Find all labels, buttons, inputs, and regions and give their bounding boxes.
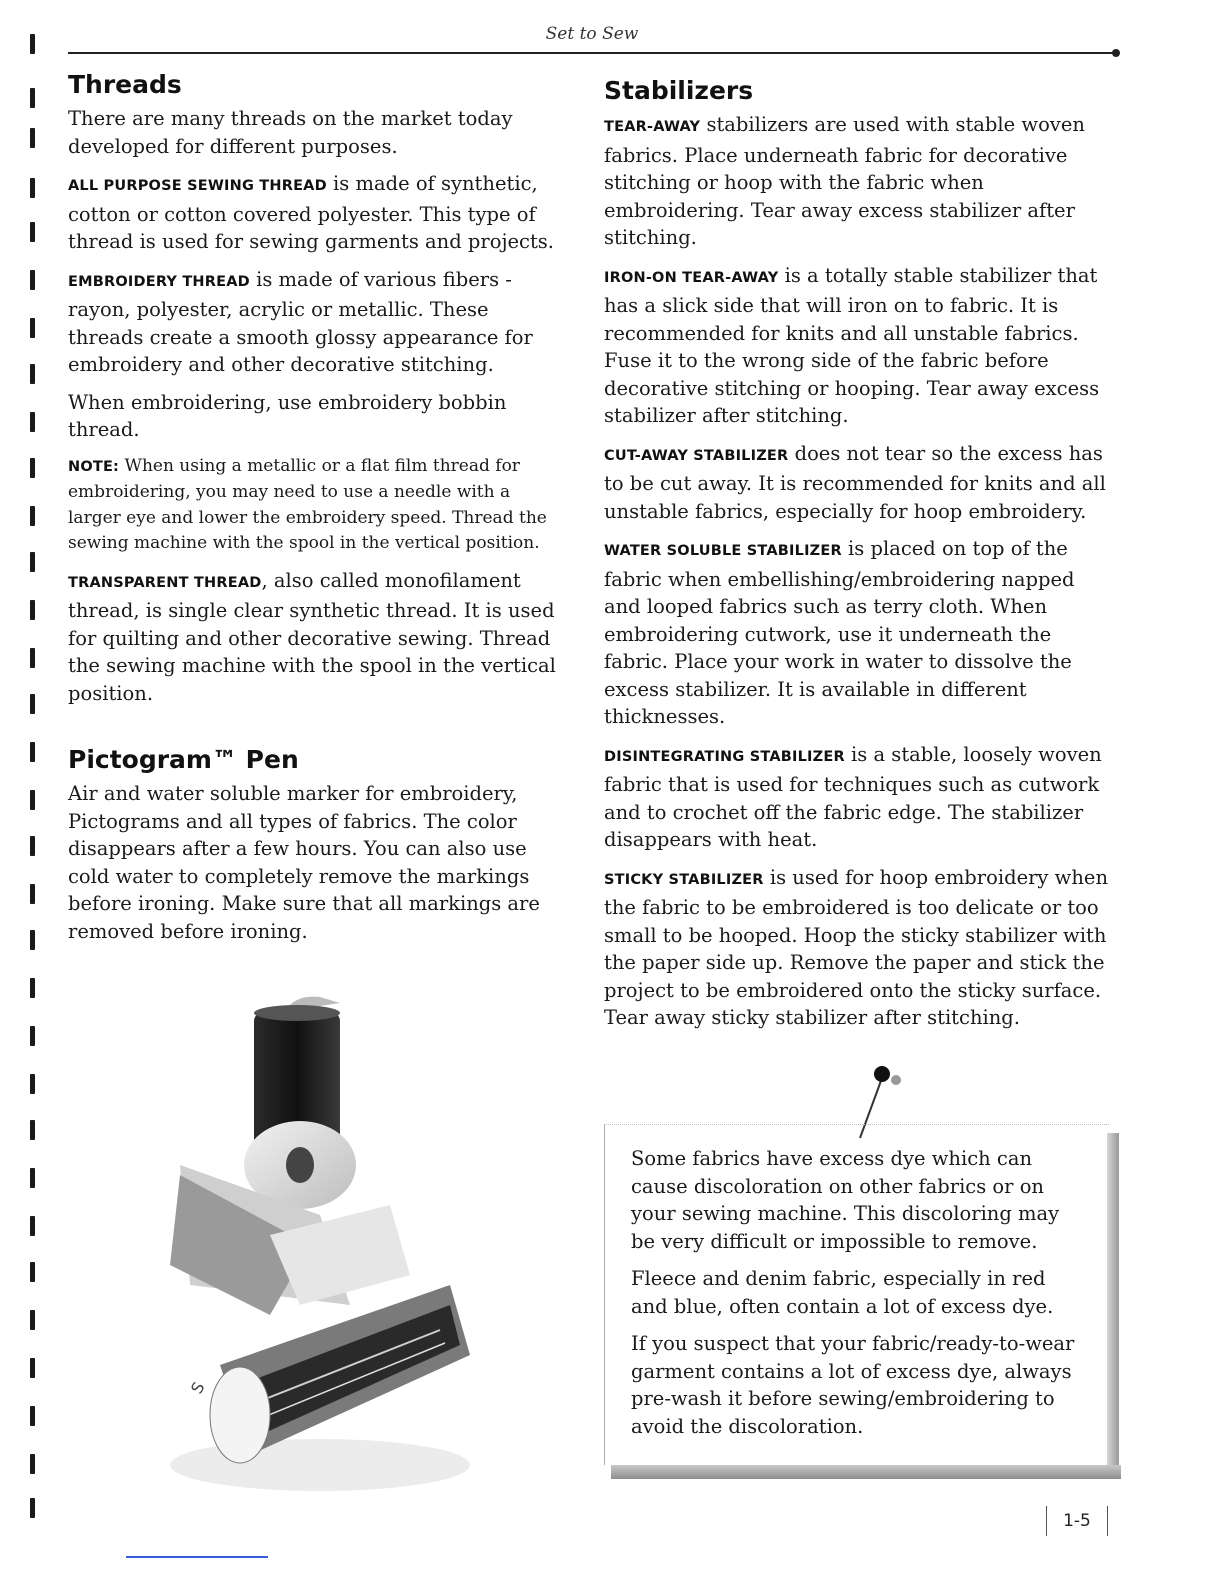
tear-away-paragraph — [604, 111, 1114, 252]
header-title: Set to Sew — [545, 24, 639, 44]
note-label: NOTE: — [68, 458, 120, 475]
threads-heading: Threads — [68, 70, 182, 99]
iron-on-tear-away-text: is a totally stable stabilizer that has a slick side that will iron on to fabric. It is recommended for knits and all unstable fabrics. Fuse it to the wrong side of the fabric before decorative stitching or hooping. Tear away excess stabilizer after stitching. — [604, 263, 1100, 427]
all-purpose-thread-text: is made of synthetic, cotton or cotton covered polyester. This type of thread is used for sewing garments and projects. — [68, 172, 555, 253]
svg-text:S: S — [187, 1378, 209, 1397]
pictogram-pen-heading: Pictogram™ Pen — [68, 745, 299, 774]
all-purpose-thread-paragraph — [68, 170, 568, 256]
sticky-text: is used for hoop embroidery when the fabric to be embroidered is too delicate or too small to be hooped. Hoop the sticky stabilizer with the paper side up. Remove the paper and stick the project to be embroidered onto the sticky surface. Tear away sticky stabilizer after stitching. — [604, 865, 1109, 1029]
disintegrating-text: is a stable, loosely woven fabric that is used for techniques such as cutwork and to crochet off the fabric edge. The stabilizer disappears with heat. — [604, 742, 1102, 851]
threads-intro: There are many threads on the market today developed for different purposes. — [68, 107, 513, 158]
water-soluble-term: WATER SOLUBLE STABILIZER — [604, 543, 842, 559]
cut-away-paragraph — [604, 440, 1114, 526]
binding-holes — [26, 30, 42, 1520]
embroidery-thread-term: EMBROIDERY THREAD — [68, 273, 250, 290]
page-header — [68, 22, 1116, 54]
transparent-thread-text: , also called monofilament thread, is single clear synthetic thread. It is used for quilting and other decorative sewing. Thread the sewing machine with the spool in the vertical position. — [68, 568, 556, 705]
transparent-thread-paragraph — [68, 567, 568, 708]
transparent-thread-term: TRANSPARENT THREAD — [68, 574, 262, 591]
iron-on-tear-away-term: IRON-ON TEAR-AWAY — [604, 269, 779, 286]
tip-paragraph: Fleece and denim fabric, especially in red and blue, often contain a lot of excess dye. — [631, 1267, 1054, 1318]
water-soluble-paragraph — [604, 535, 1114, 731]
header-rule-dot — [1112, 49, 1120, 57]
all-purpose-thread-term: ALL PURPOSE SEWING THREAD — [68, 178, 327, 194]
disintegrating-paragraph — [604, 741, 1114, 854]
metallic-note-paragraph — [68, 454, 568, 557]
tip-paragraph: If you suspect that your fabric/ready-to-wear garment contains a lot of excess dye, always pre-wash it before sewing/embroidering to avoid the discoloration. — [631, 1332, 1075, 1438]
embroidery-thread-text: is made of various fibers - rayon, polyester, acrylic or metallic. These threads create a smooth glossy appearance for embroidery and other decorative stitching. — [68, 267, 533, 376]
left-column — [68, 70, 568, 955]
metallic-note-text: When using a metallic or a flat film thread for embroidering, you may need to use a needle with a larger eye and lower the embroidery speed. Thread the sewing machine with the spool in the vertical position. — [68, 455, 547, 553]
tear-away-text: stabilizers are used with stable woven fabrics. Place underneath fabric for decorative stitching or hoop with the fabric when embroidering. Tear away excess stabilizer after stitching. — [604, 113, 1085, 249]
tip-paragraph: Some fabrics have excess dye which can cause discoloration on other fabrics or on your sewing machine. This discoloring may be very difficult or impossible to remove. — [631, 1147, 1060, 1253]
cut-away-term: CUT-AWAY STABILIZER — [604, 447, 789, 464]
page-number: 1-5 — [1046, 1506, 1108, 1536]
iron-on-tear-away-paragraph — [604, 262, 1114, 430]
disintegrating-term: DISINTEGRATING STABILIZER — [604, 748, 845, 765]
sticky-term: STICKY STABILIZER — [604, 871, 764, 888]
thread-spools-illustration — [150, 985, 480, 1505]
sticky-paragraph — [604, 864, 1114, 1032]
tip-text — [631, 1145, 1081, 1450]
bobbin-thread-note: When embroidering, use embroidery bobbin thread. — [68, 390, 507, 441]
cut-away-text: does not tear so the excess has to be cut away. It is recommended for knits and all unstable fabrics, especially for hoop embroidery. — [604, 441, 1106, 523]
embroidery-thread-paragraph — [68, 266, 568, 379]
water-soluble-text: is placed on top of the fabric when embellishing/embroidering napped and looped fabrics such as terry cloth. When embroidering cutwork, use it underneath the fabric. Place your work in water to dissolve the excess stabilizer. It is available in different thicknesses. — [604, 537, 1075, 728]
stabilizers-heading: Stabilizers — [604, 76, 754, 105]
dye-tip-box — [604, 1124, 1109, 1465]
right-column — [604, 70, 1114, 1042]
pictogram-pen-text: Air and water soluble marker for embroidery, Pictograms and all types of fabrics. The color disappears after a few hours. You can also use cold water to completely remove the markings before ironing. Make sure that all markings are removed before ironing. — [68, 782, 540, 943]
scan-artifact-line — [126, 1556, 268, 1558]
tear-away-term: TEAR-AWAY — [604, 119, 701, 135]
